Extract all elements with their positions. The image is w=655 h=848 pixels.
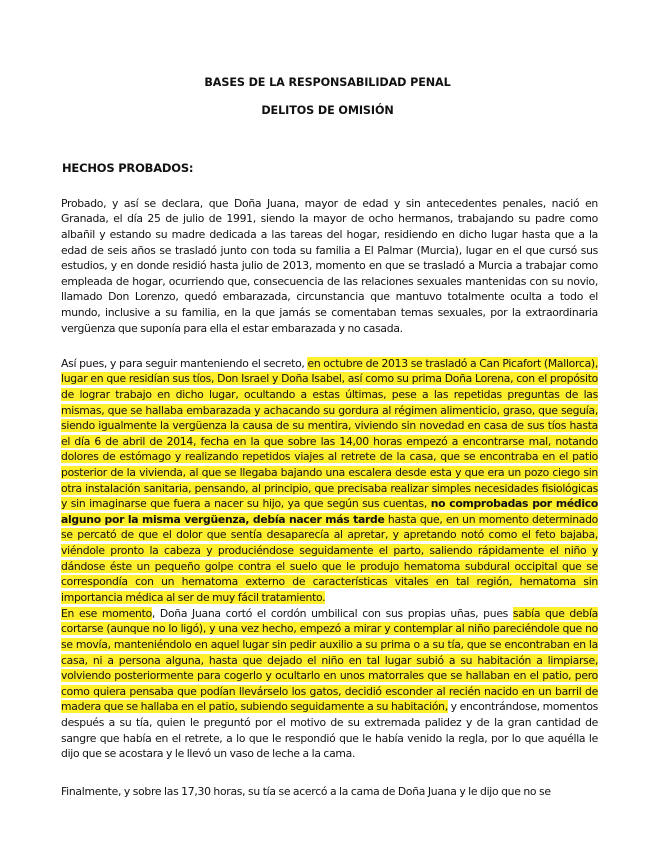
document-title: BASES DE LA RESPONSABILIDAD PENAL xyxy=(204,76,451,89)
highlighted-passage: en octubre de 2013 se trasladó a Can Picafort (Mallorca), lugar en que residían sus tíos, Don Israel y Doña Isabel, así como su prima Doña Lorena, con el propósito de lograr trabajo en dicho lugar, ocultando a estas últimas, pese a las repetidas preguntas de las mismas, que se hallaba embarazada y achacando su gordura al régimen alimenticio, graso, que seguía, siendo igualmente la vergüenza la causa de su mentira, viviendo sin novedad en casa de sus tíos hasta el día 6 de abril de 2014, fecha en la que sobre las 14,00 horas empezó a encontrarse mal, notando dolores de estómago y realizando repetidos viajes al retrete de la casa, que se encontraba en el patio posterior de la vivienda, al que se llegaba bajando una escalera desde esta y que era un pozo ciego sin otra instalación sanitaria, pensando, al principio, que precisaba realizar simples necesidades fisiológicas y sin imaginarse que fuera a nacer su hijo, ya que según sus cuentas, xyxy=(61,356,598,511)
paragraph-3-ending: y encontrándose, momentos después a su tía, quien le preguntó por el motivo de su extremada palidez y de la gran cantidad de sangre que había en el retrete, a lo que le respondió que le había venido la regla, por lo que aquélla le dijo que se acostara y le llevó un vaso de leche a la cama. xyxy=(61,700,598,761)
highlighted-passage-3: sabía que debía cortarse (aunque no lo ligó), y una vez hecho, empezó a mirar y contemplar al niño pareciéndole que no se movía, manteniéndolo en aquel lugar sin pedir auxilio a su prima o a su tía, que se encontraban en la casa, ni a persona alguna, hasta que dejado el niño en tal lugar subió a su habitación a limpiarse, volviendo posteriormente para cogerlo y ocultarlo en unos matorrales que se hallaban en el patio, pero como quiera pensaba que podían llevárselo los gatos, decidió esconder al recién nacido en un barril de madera que se hallaba en el patio, subiendo seguidamente a su habitación, xyxy=(61,606,599,714)
paragraph-2 xyxy=(61,356,598,606)
bold-text: no comprobadas por médico alguno por la misma vergüenza, debía nacer más tarde xyxy=(61,497,598,526)
paragraph-1: Probado, y así se declara, que Doña Juana, mayor de edad y sin antecedentes penales, nació en Granada, el día 25 de julio de 1991, siendo la mayor de ocho hermanos, trabajando su padre como albañil y estando su madre dedicada a las tareas del hogar, residiendo en dicho lugar hasta que a la edad de seis años se trasladó junto con toda su familia a El Palmar (Murcia), lugar en el que cursó sus estudios, y en donde residió hasta julio de 2013, momento en que se trasladó a Murcia a trabajar como empleada de hogar, ocurriendo que, consecuencia de las relaciones sexuales mantenidas con su novio, llamado Don Lorenzo, quedó embarazada, circunstancia que mantuvo totalmente oculta a todo el mundo, inclusive a su familia, en la que jamás se comentaban temas sexuales, por la extraordinaria vergüenza que suponía para ella el estar embarazada y no casada. xyxy=(61,196,598,335)
highlighted-passage-continued: hasta que, en un momento determinado se percató de que el dolor que sentía desaparecía al apretar, y apretando notó como el feto bajaba, viéndole pronto la cabeza y produciéndose seguidamente el parto, saliendo rápidamente el niño y dándose éste un pequeño golpe contra el suelo que le produjo hematoma subdural occipital que se correspondía con un hematoma externo de características vitales en tal región, hematoma sin importancia médica al ser de muy fácil tratamiento. xyxy=(61,512,598,604)
highlighted-phrase: En ese momento xyxy=(61,606,152,620)
paragraph-3 xyxy=(61,606,598,762)
paragraph-3-text: , Doña Juana cortó el cordón umbilical con sus propias uñas, pues xyxy=(151,606,513,620)
section-heading: HECHOS PROBADOS: xyxy=(62,161,194,175)
paragraph-2-intro: Así pues, y para seguir manteniendo el secreto, xyxy=(61,356,308,370)
document-subtitle: DELITOS DE OMISIÓN xyxy=(261,104,394,117)
paragraph-4: Finalmente, y sobre las 17,30 horas, su tía se acercó a la cama de Doña Juana y le dijo que no se xyxy=(61,784,551,798)
